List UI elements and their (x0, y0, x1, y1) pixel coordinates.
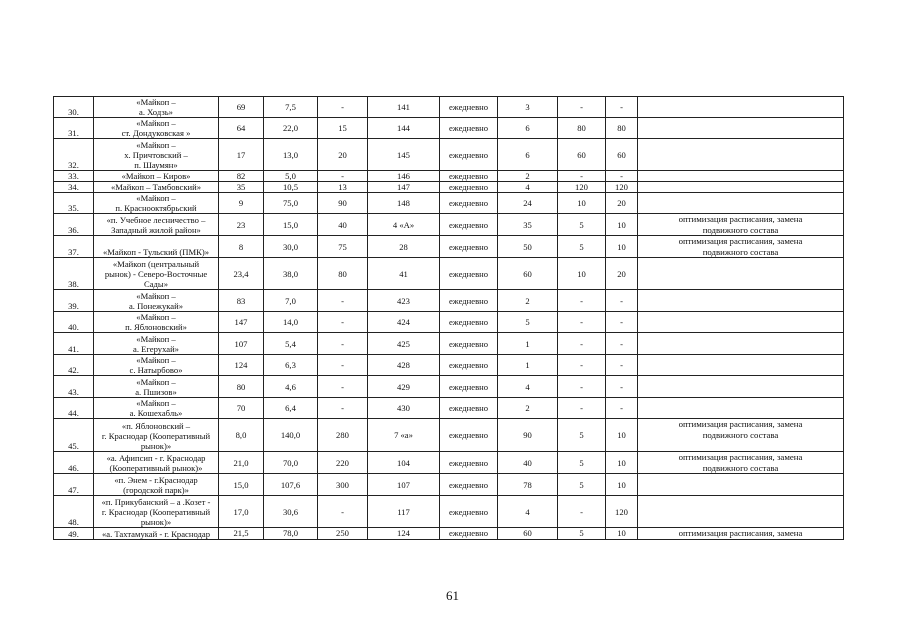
route-name-line: Сады» (144, 279, 168, 289)
interval-cell: - (558, 355, 606, 376)
route-name-line: п. Краснооктябрьский (115, 203, 197, 213)
row-number-cell: 42. (54, 355, 94, 376)
schedule-cell: ежедневно (440, 452, 498, 474)
table-row (54, 355, 844, 376)
route-name-cell (94, 452, 219, 474)
route-name-line: «п. Яблоновский – (121, 421, 191, 431)
route-name-cell (94, 171, 219, 182)
trips-cell: 50 (498, 236, 558, 258)
length-cell: 7,0 (264, 290, 318, 312)
route-name-line: «Майкоп – (136, 140, 176, 150)
route-name-line: п. Шаумян» (134, 160, 178, 170)
length-cell: 15,0 (264, 214, 318, 236)
route-name-line: «Майкоп – Киров» (121, 171, 191, 181)
distance-cell: 23 (219, 214, 264, 236)
trips-cell: 35 (498, 214, 558, 236)
table-row (54, 258, 844, 290)
count-cell: 13 (318, 182, 368, 193)
trips-cell: 90 (498, 419, 558, 452)
document-page (53, 96, 843, 540)
schedule-cell: ежедневно (440, 290, 498, 312)
length-cell: 14,0 (264, 312, 318, 333)
route-name-line: Западный жилой район» (111, 225, 201, 235)
length-cell: 5,0 (264, 171, 318, 182)
schedule-cell: ежедневно (440, 355, 498, 376)
length-cell: 5,4 (264, 333, 318, 355)
length-cell: 6,4 (264, 398, 318, 419)
interval-cell: - (606, 398, 638, 419)
interval-cell: - (606, 97, 638, 118)
distance-cell: 107 (219, 333, 264, 355)
route-name-line: «Майкоп – Тамбовский» (110, 182, 202, 192)
schedule-cell: ежедневно (440, 118, 498, 139)
trips-cell: 60 (498, 528, 558, 540)
route-code-cell: 145 (368, 139, 440, 171)
route-name-cell (94, 355, 219, 376)
route-name-cell (94, 118, 219, 139)
row-number-cell: 44. (54, 398, 94, 419)
table-row (54, 236, 844, 258)
table-row (54, 333, 844, 355)
table-row (54, 182, 844, 193)
trips-cell: 6 (498, 118, 558, 139)
length-cell: 70,0 (264, 452, 318, 474)
length-cell: 30,6 (264, 496, 318, 528)
interval-cell: 20 (606, 258, 638, 290)
route-name-line: «п. Учебное лесничество – (106, 215, 206, 225)
count-cell: - (318, 312, 368, 333)
distance-cell: 147 (219, 312, 264, 333)
interval-cell: 120 (606, 496, 638, 528)
table-row (54, 496, 844, 528)
note-cell (638, 496, 844, 528)
trips-cell: 24 (498, 193, 558, 214)
distance-cell: 64 (219, 118, 264, 139)
route-name-line: «Майкоп – (136, 312, 176, 322)
note-cell (638, 118, 844, 139)
route-name-line: «Майкоп (центральный (112, 259, 200, 269)
length-cell: 30,0 (264, 236, 318, 258)
length-cell: 75,0 (264, 193, 318, 214)
route-code-cell: 104 (368, 452, 440, 474)
count-cell: 80 (318, 258, 368, 290)
route-name-line: с. Натырбово» (129, 365, 183, 375)
route-name-line: рынок)» (140, 441, 172, 451)
route-name-cell (94, 193, 219, 214)
note-cell (638, 474, 844, 496)
route-name-line: «Майкоп - Тульский (ПМК)» (102, 247, 210, 257)
schedule-cell: ежедневно (440, 97, 498, 118)
route-name-line: рынок) - Северо-Восточные (104, 269, 208, 279)
trips-cell: 4 (498, 496, 558, 528)
length-cell: 4,6 (264, 376, 318, 398)
route-code-cell: 117 (368, 496, 440, 528)
interval-cell: 5 (558, 528, 606, 540)
length-cell: 22,0 (264, 118, 318, 139)
interval-cell: - (558, 398, 606, 419)
interval-cell: 10 (606, 214, 638, 236)
count-cell: 300 (318, 474, 368, 496)
interval-cell: - (558, 312, 606, 333)
trips-cell: 4 (498, 376, 558, 398)
row-number-cell: 32. (54, 139, 94, 171)
interval-cell: 80 (606, 118, 638, 139)
route-name-line: «а. Тахтамукай - г. Краснодар (101, 528, 210, 539)
interval-cell: 60 (558, 139, 606, 171)
interval-cell: 10 (558, 193, 606, 214)
count-cell: 220 (318, 452, 368, 474)
count-cell: - (318, 97, 368, 118)
count-cell: - (318, 355, 368, 376)
route-name-cell (94, 312, 219, 333)
route-code-cell: 4 «А» (368, 214, 440, 236)
interval-cell: - (558, 333, 606, 355)
trips-cell: 6 (498, 139, 558, 171)
route-name-line: (городской парк)» (123, 485, 189, 495)
route-code-cell: 144 (368, 118, 440, 139)
interval-cell: - (606, 355, 638, 376)
trips-cell: 40 (498, 452, 558, 474)
table-row (54, 171, 844, 182)
interval-cell: 60 (606, 139, 638, 171)
trips-cell: 5 (498, 312, 558, 333)
note-cell (638, 171, 844, 182)
interval-cell: - (606, 333, 638, 355)
route-name-cell (94, 528, 219, 540)
length-cell: 107,6 (264, 474, 318, 496)
row-number-cell: 40. (54, 312, 94, 333)
row-number-cell: 33. (54, 171, 94, 182)
table-row (54, 312, 844, 333)
schedule-cell: ежедневно (440, 312, 498, 333)
trips-cell: 2 (498, 398, 558, 419)
schedule-cell: ежедневно (440, 376, 498, 398)
interval-cell: 10 (606, 236, 638, 258)
count-cell: 15 (318, 118, 368, 139)
route-name-cell (94, 97, 219, 118)
interval-cell: 5 (558, 452, 606, 474)
distance-cell: 21,0 (219, 452, 264, 474)
interval-cell: - (606, 376, 638, 398)
route-code-cell: 148 (368, 193, 440, 214)
interval-cell: 5 (558, 474, 606, 496)
note-line: оптимизация расписания, замена (678, 419, 803, 429)
schedule-cell: ежедневно (440, 139, 498, 171)
row-number-cell: 48. (54, 496, 94, 528)
length-cell: 140,0 (264, 419, 318, 452)
route-code-cell: 429 (368, 376, 440, 398)
route-name-cell (94, 258, 219, 290)
interval-cell: - (558, 171, 606, 182)
row-number-cell: 36. (54, 214, 94, 236)
table-row (54, 528, 844, 540)
interval-cell: 10 (606, 452, 638, 474)
route-name-line: «Майкоп – (136, 97, 176, 107)
schedule-cell: ежедневно (440, 236, 498, 258)
distance-cell: 83 (219, 290, 264, 312)
count-cell: - (318, 171, 368, 182)
distance-cell: 15,0 (219, 474, 264, 496)
route-name-line: ст. Дондуковская » (121, 128, 191, 138)
interval-cell: 120 (558, 182, 606, 193)
count-cell: - (318, 333, 368, 355)
interval-cell: 5 (558, 214, 606, 236)
route-code-cell: 7 «а» (368, 419, 440, 452)
interval-cell: 10 (606, 419, 638, 452)
route-name-line: «Майкоп – (136, 355, 176, 365)
note-cell (638, 355, 844, 376)
trips-cell: 4 (498, 182, 558, 193)
route-name-line: х. Причтовский – (124, 150, 188, 160)
route-name-line: а. Пшизов» (135, 387, 177, 397)
table-row (54, 376, 844, 398)
route-name-cell (94, 333, 219, 355)
table-row (54, 118, 844, 139)
route-name-cell (94, 182, 219, 193)
table-row (54, 474, 844, 496)
distance-cell: 23,4 (219, 258, 264, 290)
route-name-line: «п. Энем - г.Краснодар (114, 475, 198, 485)
distance-cell: 70 (219, 398, 264, 419)
interval-cell: 5 (558, 419, 606, 452)
note-line: оптимизация расписания, замена (678, 214, 803, 224)
route-name-line: рынок)» (140, 517, 172, 527)
route-code-cell: 424 (368, 312, 440, 333)
length-cell: 13,0 (264, 139, 318, 171)
trips-cell: 2 (498, 290, 558, 312)
route-name-line: «Майкоп – (136, 398, 176, 408)
note-cell (638, 398, 844, 419)
schedule-cell: ежедневно (440, 182, 498, 193)
count-cell: 250 (318, 528, 368, 540)
count-cell: 90 (318, 193, 368, 214)
row-number-cell: 35. (54, 193, 94, 214)
count-cell: 280 (318, 419, 368, 452)
row-number-cell: 39. (54, 290, 94, 312)
note-cell (638, 258, 844, 290)
note-cell (638, 193, 844, 214)
route-name-cell (94, 398, 219, 419)
route-name-cell (94, 474, 219, 496)
interval-cell: 5 (558, 236, 606, 258)
schedule-cell: ежедневно (440, 333, 498, 355)
schedule-cell: ежедневно (440, 474, 498, 496)
note-cell (638, 333, 844, 355)
table-row (54, 193, 844, 214)
route-name-line: «Майкоп – (136, 334, 176, 344)
row-number-cell: 31. (54, 118, 94, 139)
route-code-cell: 423 (368, 290, 440, 312)
count-cell: - (318, 376, 368, 398)
distance-cell: 17 (219, 139, 264, 171)
route-name-cell (94, 236, 219, 258)
interval-cell: - (558, 290, 606, 312)
route-code-cell: 147 (368, 182, 440, 193)
note-cell (638, 290, 844, 312)
note-cell (638, 97, 844, 118)
page-number: 61 (446, 588, 459, 603)
note-cell (638, 182, 844, 193)
note-line: подвижного состава (702, 246, 779, 257)
trips-cell: 3 (498, 97, 558, 118)
note-line: оптимизация расписания, замена (678, 528, 803, 538)
schedule-cell: ежедневно (440, 171, 498, 182)
count-cell: - (318, 290, 368, 312)
route-table (53, 96, 844, 540)
distance-cell: 9 (219, 193, 264, 214)
note-line: подвижного состава (702, 224, 779, 235)
route-name-line: а. Егерухай» (133, 344, 179, 354)
interval-cell: - (558, 496, 606, 528)
note-line: оптимизация расписания, замена (678, 236, 803, 246)
table-body (54, 97, 844, 540)
trips-cell: 78 (498, 474, 558, 496)
table-row (54, 290, 844, 312)
count-cell: - (318, 496, 368, 528)
schedule-cell: ежедневно (440, 214, 498, 236)
route-name-line: г. Краснодар (Кооперативный (101, 507, 211, 517)
row-number-cell: 46. (54, 452, 94, 474)
note-cell (638, 139, 844, 171)
interval-cell: 20 (606, 193, 638, 214)
route-name-line: «п. Прикубанский – а .Козет - (101, 497, 211, 507)
schedule-cell: ежедневно (440, 528, 498, 540)
route-name-line: а. Понежукай» (128, 301, 184, 311)
distance-cell: 17,0 (219, 496, 264, 528)
schedule-cell: ежедневно (440, 193, 498, 214)
distance-cell: 8,0 (219, 419, 264, 452)
route-name-line: г. Краснодар (Кооперативный (101, 431, 211, 441)
interval-cell: 10 (606, 474, 638, 496)
row-number-cell: 37. (54, 236, 94, 258)
route-code-cell: 28 (368, 236, 440, 258)
interval-cell: 80 (558, 118, 606, 139)
interval-cell: 120 (606, 182, 638, 193)
schedule-cell: ежедневно (440, 496, 498, 528)
length-cell: 78,0 (264, 528, 318, 540)
count-cell: 20 (318, 139, 368, 171)
interval-cell: - (606, 171, 638, 182)
route-name-cell (94, 496, 219, 528)
table-row (54, 398, 844, 419)
schedule-cell: ежедневно (440, 398, 498, 419)
count-cell: - (318, 398, 368, 419)
distance-cell: 82 (219, 171, 264, 182)
count-cell: 40 (318, 214, 368, 236)
distance-cell: 124 (219, 355, 264, 376)
route-code-cell: 428 (368, 355, 440, 376)
route-name-cell (94, 214, 219, 236)
interval-cell: - (606, 312, 638, 333)
length-cell: 6,3 (264, 355, 318, 376)
schedule-cell: ежедневно (440, 258, 498, 290)
note-line: подвижного состава (702, 429, 779, 440)
distance-cell: 21,5 (219, 528, 264, 540)
table-row (54, 97, 844, 118)
table-row (54, 419, 844, 452)
table-row (54, 214, 844, 236)
route-name-cell (94, 376, 219, 398)
note-line: оптимизация расписания, замена (678, 452, 803, 462)
route-name-line: «Майкоп – (136, 377, 176, 387)
note-cell (638, 376, 844, 398)
route-name-line: «а. Афипсип - г. Краснодар (106, 453, 206, 463)
trips-cell: 1 (498, 333, 558, 355)
route-code-cell: 430 (368, 398, 440, 419)
row-number-cell: 41. (54, 333, 94, 355)
row-number-cell: 34. (54, 182, 94, 193)
route-name-line: а. Кошехабль» (129, 408, 183, 418)
interval-cell: - (558, 376, 606, 398)
length-cell: 10,5 (264, 182, 318, 193)
table-row (54, 452, 844, 474)
count-cell: 75 (318, 236, 368, 258)
note-cell (638, 214, 844, 236)
row-number-cell: 30. (54, 97, 94, 118)
route-name-line: (Кооперативный рынок)» (109, 463, 203, 473)
interval-cell: - (606, 290, 638, 312)
length-cell: 7,5 (264, 97, 318, 118)
note-cell (638, 236, 844, 258)
interval-cell: 10 (558, 258, 606, 290)
note-cell (638, 419, 844, 452)
route-code-cell: 107 (368, 474, 440, 496)
note-cell (638, 312, 844, 333)
route-name-line: п. Яблоновский» (125, 322, 187, 332)
route-code-cell: 146 (368, 171, 440, 182)
distance-cell: 80 (219, 376, 264, 398)
route-name-line: «Майкоп – (136, 118, 176, 128)
row-number-cell: 38. (54, 258, 94, 290)
row-number-cell: 47. (54, 474, 94, 496)
trips-cell: 1 (498, 355, 558, 376)
route-code-cell: 141 (368, 97, 440, 118)
route-code-cell: 124 (368, 528, 440, 540)
note-line: подвижного состава (702, 462, 779, 473)
interval-cell: 10 (606, 528, 638, 540)
route-name-cell (94, 139, 219, 171)
table-row (54, 139, 844, 171)
row-number-cell: 49. (54, 528, 94, 540)
trips-cell: 2 (498, 171, 558, 182)
route-name-cell (94, 419, 219, 452)
route-name-cell (94, 290, 219, 312)
distance-cell: 69 (219, 97, 264, 118)
route-code-cell: 425 (368, 333, 440, 355)
interval-cell: - (558, 97, 606, 118)
distance-cell: 8 (219, 236, 264, 258)
note-cell (638, 528, 844, 540)
route-code-cell: 41 (368, 258, 440, 290)
route-name-line: «Майкоп – (136, 291, 176, 301)
route-name-line: а. Ходзь» (139, 107, 173, 117)
row-number-cell: 43. (54, 376, 94, 398)
length-cell: 38,0 (264, 258, 318, 290)
trips-cell: 60 (498, 258, 558, 290)
row-number-cell: 45. (54, 419, 94, 452)
note-cell (638, 452, 844, 474)
schedule-cell: ежедневно (440, 419, 498, 452)
route-name-line: «Майкоп – (136, 193, 176, 203)
distance-cell: 35 (219, 182, 264, 193)
